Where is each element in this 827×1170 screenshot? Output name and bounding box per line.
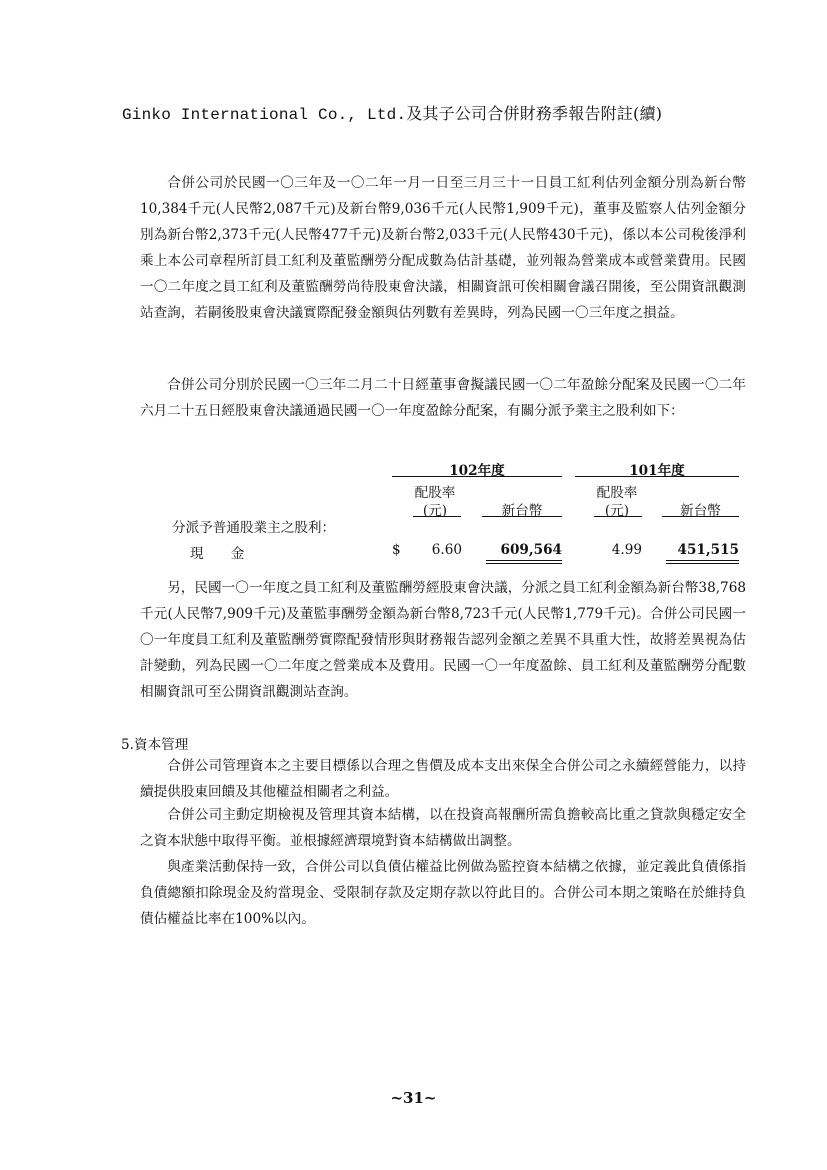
amount-label-101: 新台幣 xyxy=(680,503,721,519)
total-double-rule xyxy=(666,563,739,564)
report-title: 及其子公司合併財務季報告附註(續) xyxy=(406,104,663,123)
paragraph-text: 合併公司於民國一〇三年及一〇二年一月一日至三月三十一日員工紅利估列金額分別為新台幣10,384千元(人民幣2,087千元)及新台幣9,036千元(人民幣1,909千元)，董事及監察人估列金額分別為新台幣2,373千元(人民幣477千元)及新台幣2,033千元(人民幣430千元)，係以本公司稅後淨利乘上本公司章程所訂員工紅利及董監酬勞分配成數為估計基礎，並列報為營業成本或營業費用。民國一〇二年度之員工紅利及董監酬勞尚待股東會決議，相關資訊可俟相關會議召開後，至公開資訊觀測站查詢，若嗣後股東會決議實際配發金額與估列數有差異時，列為民國一〇三年度之損益。 xyxy=(140,175,746,321)
paragraph-dividend-intro xyxy=(140,372,746,424)
company-name-en: Ginko International Co., Ltd. xyxy=(122,106,407,124)
rate-unit-102: (元) xyxy=(422,503,448,519)
rate-unit-101: (元) xyxy=(604,503,630,519)
paragraph-text: 另，民國一〇一年度之員工紅利及董監酬勞經股東會決議，分派之員工紅利金額為新台幣38,768千元(人民幣7,909千元)及董監事酬勞金額為新台幣8,723千元(人民幣1,779千元)。合併公司民國一〇一年度員工紅利及董監酬勞實際配發情形與財務報告認列金額之差異不具重大性，故將差異視為估計變動，列為民國一〇二年度之營業成本及費用。民國一〇一年度盈餘、員工紅利及董監酬勞分配數相關資訊可至公開資訊觀測站查詢。 xyxy=(140,580,746,700)
amount-label-102: 新台幣 xyxy=(501,503,543,519)
col-rule xyxy=(594,516,642,517)
paragraph-text: 合併公司主動定期檢視及管理其資本結構，以在投資高報酬所需負擔較高比重之貸款與穩定安全之資本狀態中取得平衡。並根據經濟環境對資本結構做出調整。 xyxy=(140,807,746,849)
cash-amount-102: 609,564 xyxy=(500,542,562,558)
year-header-102: 102年度 xyxy=(449,463,505,479)
paragraph-capital-objective xyxy=(140,753,746,805)
cash-rate-101: 4.99 xyxy=(611,542,642,558)
paragraph-employee-bonus xyxy=(140,170,746,326)
total-double-rule xyxy=(666,560,739,561)
paragraph-text: 與產業活動保持一致，合併公司以負債佔權益比例做為監控資本結構之依據，並定義此負債係指負債總額扣除現金及約當現金、受限制存款及定期存款以符此目的。合併公司本期之策略在於維持負債佔權益比率在100%以內。 xyxy=(140,859,746,927)
row-label-cash: 現 金 xyxy=(190,546,245,562)
total-double-rule xyxy=(486,563,562,564)
col-rule xyxy=(662,516,739,517)
header-rule xyxy=(575,476,739,477)
col-rule xyxy=(482,516,562,517)
header-rule xyxy=(392,476,562,477)
page-number: ~31~ xyxy=(390,1089,437,1107)
col-rule xyxy=(413,516,461,517)
paragraph-text: 合併公司管理資本之主要目標係以合理之售價及成本支出來保全合併公司之永續經營能力，以持續提供股東回饋及其他權益相關者之利益。 xyxy=(140,758,746,800)
rate-label-102: 配股率 xyxy=(414,485,456,501)
cash-amount-101: 451,515 xyxy=(677,542,739,558)
rate-label-101: 配股率 xyxy=(596,485,638,501)
year-header-101: 101年度 xyxy=(629,463,685,479)
paragraph-capital-structure xyxy=(140,802,746,854)
paragraph-prior-year-bonus xyxy=(140,575,746,705)
currency-symbol: $ xyxy=(392,542,401,558)
total-double-rule xyxy=(486,560,562,561)
paragraph-debt-ratio xyxy=(140,854,746,932)
row-label-dividend: 分派予普通股業主之股利： xyxy=(172,520,336,536)
page-header xyxy=(122,101,722,124)
section-title-capital-management: 5.資本管理 xyxy=(121,737,189,753)
cash-rate-102: 6.60 xyxy=(431,542,462,558)
paragraph-text: 合併公司分別於民國一〇三年二月二十日經董事會擬議民國一〇二年盈餘分配案及民國一〇二年六月二十五日經股東會決議通過民國一〇一年度盈餘分配案，有關分派予業主之股利如下： xyxy=(140,377,746,419)
